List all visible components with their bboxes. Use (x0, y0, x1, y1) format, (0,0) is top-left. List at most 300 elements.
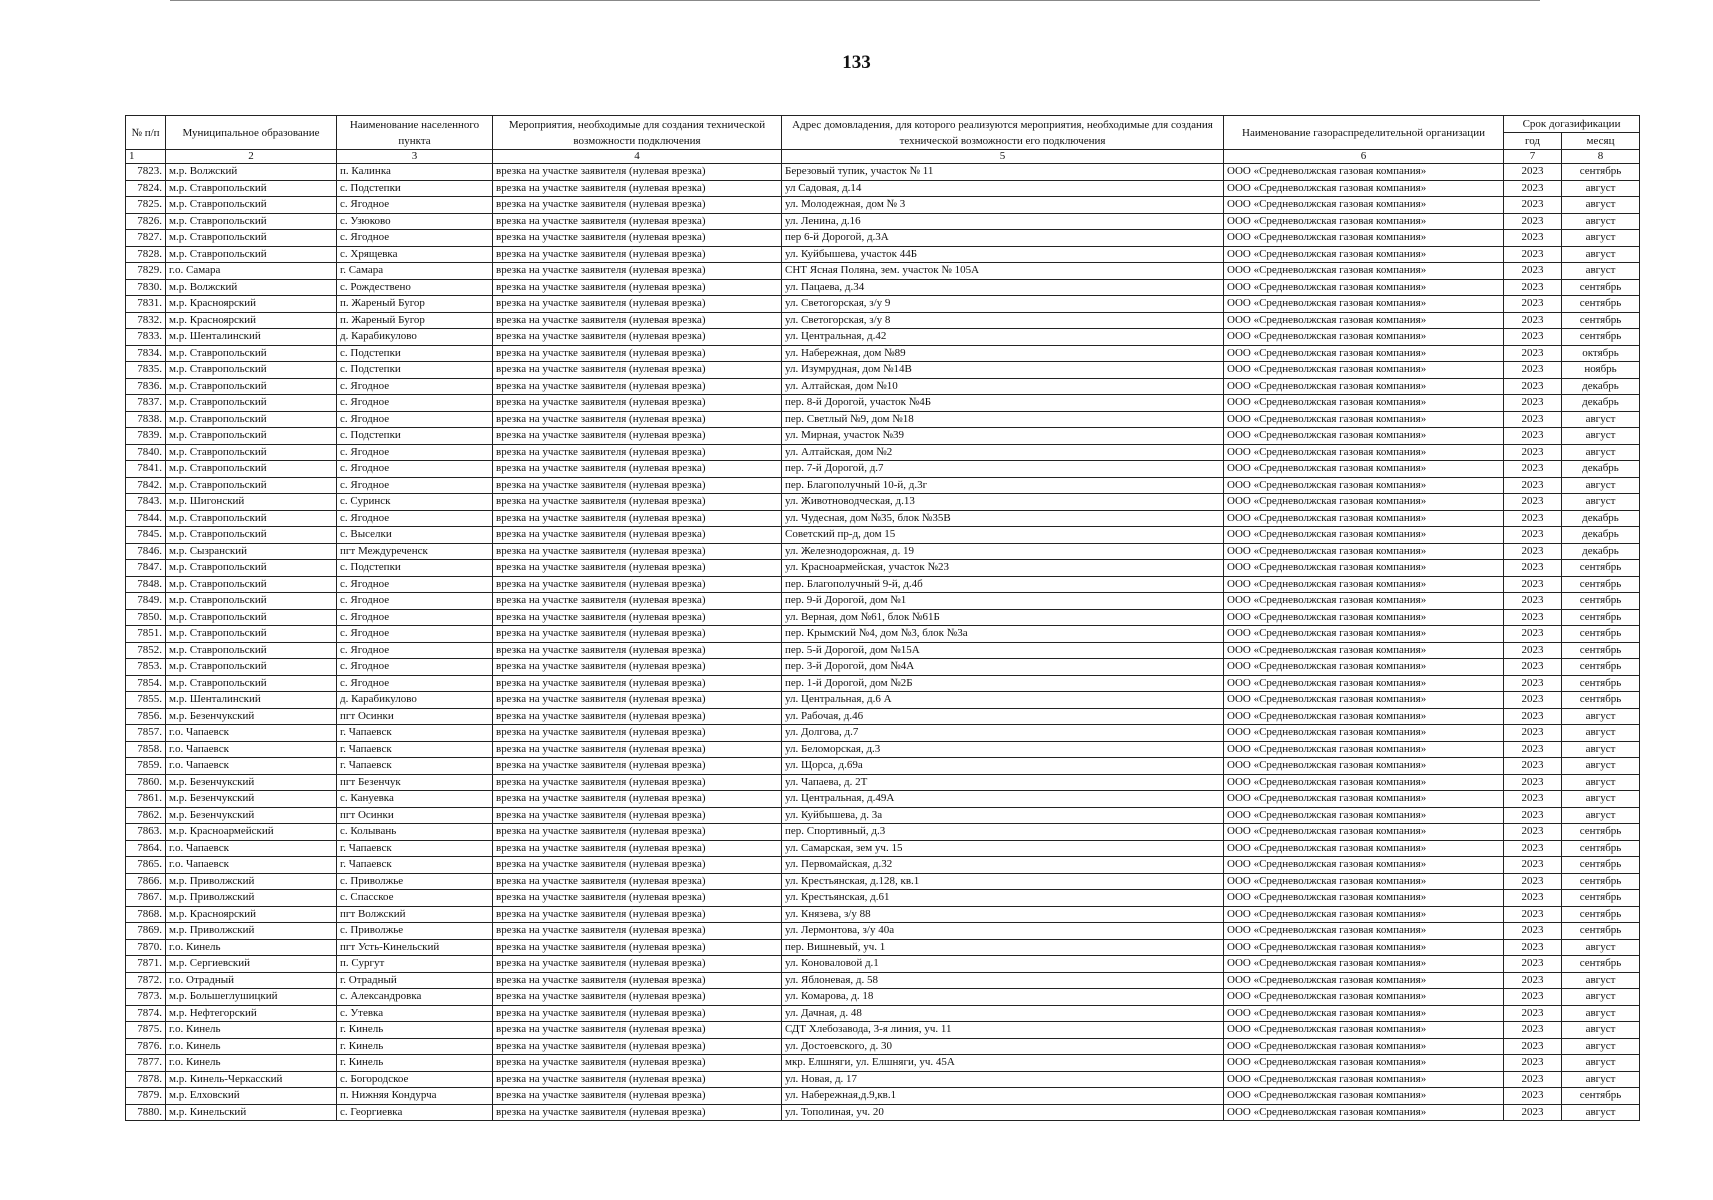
settlement-cell: г. Кинель (337, 1022, 493, 1039)
col-number: 3 (337, 150, 493, 164)
address-cell: ул. Комарова, д. 18 (782, 989, 1224, 1006)
year-cell: 2023 (1504, 246, 1562, 263)
municipality-cell: м.р. Шенталинский (166, 692, 337, 709)
month-cell: сентябрь (1562, 576, 1640, 593)
year-cell: 2023 (1504, 956, 1562, 973)
row-number: 7870. (126, 939, 166, 956)
settlement-cell: с. Суринск (337, 494, 493, 511)
table-row (126, 972, 1640, 989)
address-cell: ул. Алтайская, дом №2 (782, 444, 1224, 461)
month-cell: август (1562, 263, 1640, 280)
gas-org-cell: ООО «Средневолжская газовая компания» (1224, 411, 1504, 428)
row-number: 7879. (126, 1088, 166, 1105)
settlement-cell: с. Ягодное (337, 378, 493, 395)
year-cell: 2023 (1504, 692, 1562, 709)
measures-cell: врезка на участке заявителя (нулевая врезка) (493, 444, 782, 461)
settlement-cell: с. Ягодное (337, 411, 493, 428)
municipality-cell: м.р. Кинель-Черкасский (166, 1071, 337, 1088)
row-number: 7866. (126, 873, 166, 890)
column-number-row (126, 150, 1640, 164)
gas-org-cell: ООО «Средневолжская газовая компания» (1224, 890, 1504, 907)
municipality-cell: м.р. Волжский (166, 164, 337, 181)
month-cell: сентябрь (1562, 692, 1640, 709)
address-cell: ул. Изумрудная, дом №14В (782, 362, 1224, 379)
address-cell: пер. 5-й Дорогой, дом №15А (782, 642, 1224, 659)
table-row (126, 362, 1640, 379)
gas-org-cell: ООО «Средневолжская газовая компания» (1224, 725, 1504, 742)
month-cell: август (1562, 1104, 1640, 1121)
table-row (126, 428, 1640, 445)
municipality-cell: м.р. Шенталинский (166, 329, 337, 346)
year-cell: 2023 (1504, 741, 1562, 758)
month-cell: август (1562, 246, 1640, 263)
municipality-cell: м.р. Ставропольский (166, 213, 337, 230)
settlement-cell: п. Жареный Бугор (337, 312, 493, 329)
row-number: 7854. (126, 675, 166, 692)
measures-cell: врезка на участке заявителя (нулевая врезка) (493, 180, 782, 197)
settlement-cell: п. Жареный Бугор (337, 296, 493, 313)
measures-cell: врезка на участке заявителя (нулевая врезка) (493, 1022, 782, 1039)
year-cell: 2023 (1504, 263, 1562, 280)
row-number: 7830. (126, 279, 166, 296)
gas-org-cell: ООО «Средневолжская газовая компания» (1224, 1088, 1504, 1105)
address-cell: ул. Красноармейская, участок №23 (782, 560, 1224, 577)
row-number: 7834. (126, 345, 166, 362)
address-cell: пер 6-й Дорогой, д.3А (782, 230, 1224, 247)
municipality-cell: г.о. Кинель (166, 939, 337, 956)
row-number: 7869. (126, 923, 166, 940)
month-cell: август (1562, 180, 1640, 197)
address-cell: ул. Молодежная, дом № 3 (782, 197, 1224, 214)
month-cell: август (1562, 939, 1640, 956)
table-row (126, 675, 1640, 692)
settlement-cell: с. Приволжье (337, 873, 493, 890)
month-cell: август (1562, 758, 1640, 775)
col-number: 4 (493, 150, 782, 164)
gas-org-cell: ООО «Средневолжская газовая компания» (1224, 791, 1504, 808)
table-row (126, 461, 1640, 478)
row-number: 7839. (126, 428, 166, 445)
measures-cell: врезка на участке заявителя (нулевая врезка) (493, 576, 782, 593)
address-cell: мкр. Елшняги, ул. Елшняги, уч. 45А (782, 1055, 1224, 1072)
settlement-cell: г. Чапаевск (337, 758, 493, 775)
gas-org-cell: ООО «Средневолжская газовая компания» (1224, 1071, 1504, 1088)
table-row (126, 345, 1640, 362)
settlement-cell: с. Утевка (337, 1005, 493, 1022)
measures-cell: врезка на участке заявителя (нулевая врезка) (493, 246, 782, 263)
month-cell: август (1562, 444, 1640, 461)
address-cell: СНТ Ясная Поляна, зем. участок № 105А (782, 263, 1224, 280)
year-cell: 2023 (1504, 857, 1562, 874)
gas-org-cell: ООО «Средневолжская газовая компания» (1224, 741, 1504, 758)
year-cell: 2023 (1504, 494, 1562, 511)
month-cell: август (1562, 477, 1640, 494)
row-number: 7855. (126, 692, 166, 709)
year-cell: 2023 (1504, 708, 1562, 725)
address-cell: ул. Коноваловой д.1 (782, 956, 1224, 973)
address-cell: ул. Пацаева, д.34 (782, 279, 1224, 296)
gas-org-cell: ООО «Средневолжская газовая компания» (1224, 857, 1504, 874)
municipality-cell: м.р. Ставропольский (166, 444, 337, 461)
table-row (126, 659, 1640, 676)
settlement-cell: с. Спасское (337, 890, 493, 907)
row-number: 7878. (126, 1071, 166, 1088)
year-cell: 2023 (1504, 840, 1562, 857)
table-row (126, 741, 1640, 758)
header-settlement: Наименование населенного пункта (337, 116, 493, 150)
settlement-cell: с. Ягодное (337, 444, 493, 461)
month-cell: август (1562, 791, 1640, 808)
table-row (126, 857, 1640, 874)
table-row (126, 791, 1640, 808)
municipality-cell: г.о. Кинель (166, 1055, 337, 1072)
month-cell: август (1562, 230, 1640, 247)
table-row (126, 725, 1640, 742)
table-row (126, 1005, 1640, 1022)
settlement-cell: с. Ягодное (337, 576, 493, 593)
municipality-cell: м.р. Приволжский (166, 923, 337, 940)
municipality-cell: м.р. Ставропольский (166, 345, 337, 362)
year-cell: 2023 (1504, 510, 1562, 527)
month-cell: ноябрь (1562, 362, 1640, 379)
year-cell: 2023 (1504, 279, 1562, 296)
address-cell: пер. 3-й Дорогой, дом №4А (782, 659, 1224, 676)
row-number: 7835. (126, 362, 166, 379)
year-cell: 2023 (1504, 527, 1562, 544)
municipality-cell: г.о. Кинель (166, 1038, 337, 1055)
month-cell: август (1562, 741, 1640, 758)
settlement-cell: с. Богородское (337, 1071, 493, 1088)
gas-org-cell: ООО «Средневолжская газовая компания» (1224, 329, 1504, 346)
table-row (126, 989, 1640, 1006)
municipality-cell: м.р. Ставропольский (166, 230, 337, 247)
row-number: 7865. (126, 857, 166, 874)
year-cell: 2023 (1504, 411, 1562, 428)
measures-cell: врезка на участке заявителя (нулевая врезка) (493, 840, 782, 857)
address-cell: ул. Дачная, д. 48 (782, 1005, 1224, 1022)
month-cell: август (1562, 1005, 1640, 1022)
settlement-cell: с. Подстепки (337, 180, 493, 197)
row-number: 7850. (126, 609, 166, 626)
municipality-cell: м.р. Ставропольский (166, 362, 337, 379)
measures-cell: врезка на участке заявителя (нулевая врезка) (493, 411, 782, 428)
table-row (126, 1104, 1640, 1121)
address-cell: ул. Щорса, д.69а (782, 758, 1224, 775)
measures-cell: врезка на участке заявителя (нулевая врезка) (493, 593, 782, 610)
municipality-cell: м.р. Ставропольский (166, 477, 337, 494)
gas-org-cell: ООО «Средневолжская газовая компания» (1224, 395, 1504, 412)
measures-cell: врезка на участке заявителя (нулевая врезка) (493, 543, 782, 560)
settlement-cell: с. Ягодное (337, 642, 493, 659)
year-cell: 2023 (1504, 774, 1562, 791)
month-cell: август (1562, 708, 1640, 725)
gas-org-cell: ООО «Средневолжская газовая компания» (1224, 263, 1504, 280)
municipality-cell: м.р. Ставропольский (166, 675, 337, 692)
gas-org-cell: ООО «Средневолжская газовая компания» (1224, 840, 1504, 857)
measures-cell: врезка на участке заявителя (нулевая врезка) (493, 741, 782, 758)
measures-cell: врезка на участке заявителя (нулевая врезка) (493, 758, 782, 775)
year-cell: 2023 (1504, 164, 1562, 181)
gas-org-cell: ООО «Средневолжская газовая компания» (1224, 378, 1504, 395)
header-month: месяц (1562, 133, 1640, 150)
address-cell: ул. Первомайская, д.32 (782, 857, 1224, 874)
row-number: 7864. (126, 840, 166, 857)
table-row (126, 609, 1640, 626)
municipality-cell: г.о. Чапаевск (166, 840, 337, 857)
year-cell: 2023 (1504, 428, 1562, 445)
address-cell: ул. Беломорская, д.3 (782, 741, 1224, 758)
month-cell: сентябрь (1562, 890, 1640, 907)
municipality-cell: м.р. Ставропольский (166, 642, 337, 659)
measures-cell: врезка на участке заявителя (нулевая врезка) (493, 461, 782, 478)
municipality-cell: м.р. Безенчукский (166, 708, 337, 725)
month-cell: октябрь (1562, 345, 1640, 362)
municipality-cell: м.р. Ставропольский (166, 428, 337, 445)
year-cell: 2023 (1504, 197, 1562, 214)
measures-cell: врезка на участке заявителя (нулевая врезка) (493, 708, 782, 725)
row-number: 7832. (126, 312, 166, 329)
measures-cell: врезка на участке заявителя (нулевая врезка) (493, 362, 782, 379)
gas-org-cell: ООО «Средневолжская газовая компания» (1224, 807, 1504, 824)
table-row (126, 873, 1640, 890)
address-cell: пер. Светлый №9, дом №18 (782, 411, 1224, 428)
row-number: 7859. (126, 758, 166, 775)
month-cell: сентябрь (1562, 956, 1640, 973)
month-cell: декабрь (1562, 378, 1640, 395)
address-cell: ул. Чапаева, д. 2Т (782, 774, 1224, 791)
month-cell: декабрь (1562, 461, 1640, 478)
col-number: 6 (1224, 150, 1504, 164)
gas-org-cell: ООО «Средневолжская газовая компания» (1224, 989, 1504, 1006)
measures-cell: врезка на участке заявителя (нулевая врезка) (493, 1005, 782, 1022)
row-number: 7875. (126, 1022, 166, 1039)
municipality-cell: м.р. Шигонский (166, 494, 337, 511)
address-cell: пер. Спортивный, д.3 (782, 824, 1224, 841)
address-cell: ул. Животноводческая, д.13 (782, 494, 1224, 511)
municipality-cell: м.р. Ставропольский (166, 197, 337, 214)
year-cell: 2023 (1504, 725, 1562, 742)
col-number: 7 (1504, 150, 1562, 164)
year-cell: 2023 (1504, 1022, 1562, 1039)
address-cell: ул. Достоевского, д. 30 (782, 1038, 1224, 1055)
municipality-cell: м.р. Красноармейский (166, 824, 337, 841)
month-cell: август (1562, 411, 1640, 428)
month-cell: сентябрь (1562, 164, 1640, 181)
row-number: 7862. (126, 807, 166, 824)
settlement-cell: п. Калинка (337, 164, 493, 181)
municipality-cell: м.р. Ставропольский (166, 461, 337, 478)
measures-cell: врезка на участке заявителя (нулевая врезка) (493, 527, 782, 544)
gas-org-cell: ООО «Средневолжская газовая компания» (1224, 609, 1504, 626)
address-cell: ул. Алтайская, дом №10 (782, 378, 1224, 395)
municipality-cell: м.р. Приволжский (166, 873, 337, 890)
year-cell: 2023 (1504, 1104, 1562, 1121)
row-number: 7868. (126, 906, 166, 923)
gas-org-cell: ООО «Средневолжская газовая компания» (1224, 1022, 1504, 1039)
settlement-cell: г. Кинель (337, 1038, 493, 1055)
municipality-cell: м.р. Большеглушицкий (166, 989, 337, 1006)
settlement-cell: с. Ягодное (337, 395, 493, 412)
month-cell: сентябрь (1562, 593, 1640, 610)
settlement-cell: с. Ягодное (337, 626, 493, 643)
address-cell: пер. 9-й Дорогой, дом №1 (782, 593, 1224, 610)
measures-cell: врезка на участке заявителя (нулевая врезка) (493, 164, 782, 181)
address-cell: ул. Крестьянская, д.61 (782, 890, 1224, 907)
row-number: 7872. (126, 972, 166, 989)
municipality-cell: м.р. Сергиевский (166, 956, 337, 973)
year-cell: 2023 (1504, 296, 1562, 313)
row-number: 7848. (126, 576, 166, 593)
month-cell: сентябрь (1562, 560, 1640, 577)
municipality-cell: м.р. Ставропольский (166, 609, 337, 626)
address-cell: ул Садовая, д.14 (782, 180, 1224, 197)
table-row (126, 164, 1640, 181)
row-number: 7825. (126, 197, 166, 214)
municipality-cell: м.р. Нефтегорский (166, 1005, 337, 1022)
municipality-cell: м.р. Елховский (166, 1088, 337, 1105)
table-row (126, 444, 1640, 461)
gas-org-cell: ООО «Средневолжская газовая компания» (1224, 923, 1504, 940)
gas-org-cell: ООО «Средневолжская газовая компания» (1224, 758, 1504, 775)
table-row (126, 1055, 1640, 1072)
settlement-cell: п. Сургут (337, 956, 493, 973)
table-row (126, 477, 1640, 494)
address-cell: Березовый тупик, участок № 11 (782, 164, 1224, 181)
row-number: 7844. (126, 510, 166, 527)
month-cell: декабрь (1562, 543, 1640, 560)
gas-org-cell: ООО «Средневолжская газовая компания» (1224, 576, 1504, 593)
gas-org-cell: ООО «Средневолжская газовая компания» (1224, 428, 1504, 445)
month-cell: сентябрь (1562, 675, 1640, 692)
month-cell: сентябрь (1562, 824, 1640, 841)
table-row (126, 1071, 1640, 1088)
address-cell: ул. Центральная, д.49А (782, 791, 1224, 808)
table-row (126, 1022, 1640, 1039)
settlement-cell: с. Рождествено (337, 279, 493, 296)
month-cell: сентябрь (1562, 329, 1640, 346)
municipality-cell: г.о. Чапаевск (166, 725, 337, 742)
year-cell: 2023 (1504, 923, 1562, 940)
municipality-cell: г.о. Чапаевск (166, 857, 337, 874)
measures-cell: врезка на участке заявителя (нулевая врезка) (493, 873, 782, 890)
gas-org-cell: ООО «Средневолжская газовая компания» (1224, 708, 1504, 725)
address-cell: ул. Лермонтова, з/у 40а (782, 923, 1224, 940)
address-cell: ул. Куйбышева, д. 3а (782, 807, 1224, 824)
gas-org-cell: ООО «Средневолжская газовая компания» (1224, 477, 1504, 494)
table-row (126, 642, 1640, 659)
measures-cell: врезка на участке заявителя (нулевая врезка) (493, 774, 782, 791)
settlement-cell: с. Ягодное (337, 510, 493, 527)
address-cell: пер. 1-й Дорогой, дом №2Б (782, 675, 1224, 692)
address-cell: СДТ Хлебозавода, 3-я линия, уч. 11 (782, 1022, 1224, 1039)
settlement-cell: пгт Осинки (337, 708, 493, 725)
measures-cell: врезка на участке заявителя (нулевая врезка) (493, 906, 782, 923)
municipality-cell: м.р. Ставропольский (166, 378, 337, 395)
settlement-cell: с. Хрящевка (337, 246, 493, 263)
settlement-cell: с. Выселки (337, 527, 493, 544)
month-cell: август (1562, 725, 1640, 742)
gasification-table (125, 115, 1640, 1121)
row-number: 7838. (126, 411, 166, 428)
year-cell: 2023 (1504, 345, 1562, 362)
row-number: 7847. (126, 560, 166, 577)
table-row (126, 279, 1640, 296)
year-cell: 2023 (1504, 791, 1562, 808)
table-body (126, 164, 1640, 1121)
month-cell: август (1562, 428, 1640, 445)
month-cell: сентябрь (1562, 296, 1640, 313)
page-number: 133 (842, 52, 871, 73)
row-number: 7856. (126, 708, 166, 725)
col-number: 2 (166, 150, 337, 164)
row-number: 7874. (126, 1005, 166, 1022)
row-number: 7824. (126, 180, 166, 197)
month-cell: сентябрь (1562, 873, 1640, 890)
year-cell: 2023 (1504, 1088, 1562, 1105)
settlement-cell: пгт Междуреченск (337, 543, 493, 560)
month-cell: август (1562, 494, 1640, 511)
address-cell: ул. Куйбышева, участок 44Б (782, 246, 1224, 263)
settlement-cell: г. Чапаевск (337, 857, 493, 874)
settlement-cell: пгт Осинки (337, 807, 493, 824)
measures-cell: врезка на участке заявителя (нулевая врезка) (493, 626, 782, 643)
header-municipality: Муниципальное образование (166, 116, 337, 150)
settlement-cell: с. Подстепки (337, 345, 493, 362)
year-cell: 2023 (1504, 1071, 1562, 1088)
settlement-cell: с. Ягодное (337, 477, 493, 494)
measures-cell: врезка на участке заявителя (нулевая врезка) (493, 230, 782, 247)
table-row (126, 824, 1640, 841)
table-row (126, 906, 1640, 923)
year-cell: 2023 (1504, 362, 1562, 379)
gas-org-cell: ООО «Средневолжская газовая компания» (1224, 675, 1504, 692)
municipality-cell: г.о. Чапаевск (166, 741, 337, 758)
year-cell: 2023 (1504, 593, 1562, 610)
settlement-cell: с. Колывань (337, 824, 493, 841)
year-cell: 2023 (1504, 659, 1562, 676)
table-row (126, 593, 1640, 610)
municipality-cell: г.о. Кинель (166, 1022, 337, 1039)
measures-cell: врезка на участке заявителя (нулевая врезка) (493, 345, 782, 362)
month-cell: сентябрь (1562, 1088, 1640, 1105)
measures-cell: врезка на участке заявителя (нулевая врезка) (493, 1088, 782, 1105)
settlement-cell: пгт Усть-Кинельский (337, 939, 493, 956)
gas-org-cell: ООО «Средневолжская газовая компания» (1224, 906, 1504, 923)
address-cell: ул. Чудесная, дом №35, блок №35В (782, 510, 1224, 527)
table-row (126, 923, 1640, 940)
measures-cell: врезка на участке заявителя (нулевая врезка) (493, 923, 782, 940)
month-cell: декабрь (1562, 510, 1640, 527)
row-number: 7877. (126, 1055, 166, 1072)
gas-org-cell: ООО «Средневолжская газовая компания» (1224, 972, 1504, 989)
municipality-cell: м.р. Ставропольский (166, 527, 337, 544)
month-cell: сентябрь (1562, 609, 1640, 626)
year-cell: 2023 (1504, 312, 1562, 329)
row-number: 7849. (126, 593, 166, 610)
row-number: 7826. (126, 213, 166, 230)
year-cell: 2023 (1504, 989, 1562, 1006)
address-cell: ул. Верная, дом №61, блок №61Б (782, 609, 1224, 626)
gas-org-cell: ООО «Средневолжская газовая компания» (1224, 642, 1504, 659)
table-row (126, 494, 1640, 511)
table-row (126, 758, 1640, 775)
address-cell: ул. Центральная, д.6 А (782, 692, 1224, 709)
year-cell: 2023 (1504, 543, 1562, 560)
col-number: 5 (782, 150, 1224, 164)
table-row (126, 395, 1640, 412)
settlement-cell: с. Узюково (337, 213, 493, 230)
table-row (126, 576, 1640, 593)
